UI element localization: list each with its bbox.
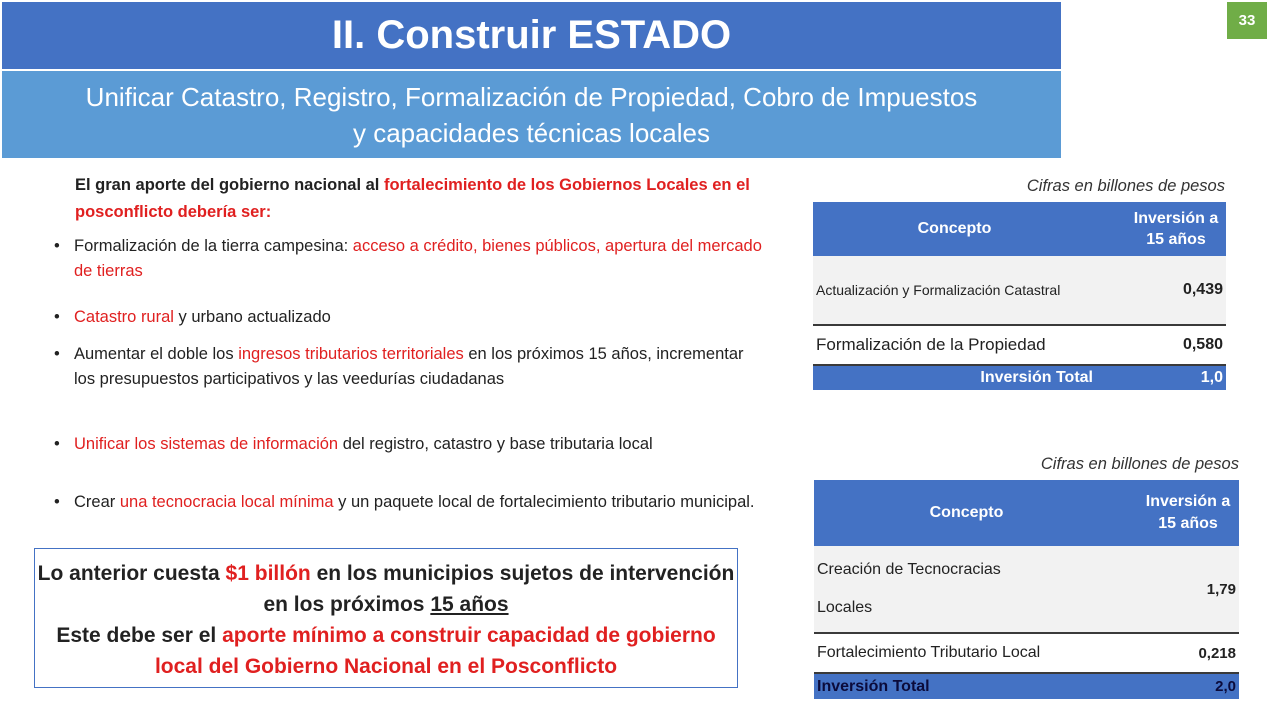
bullet-text: Aumentar el doble los	[74, 345, 239, 363]
bullet-text: Formalización de la tierra campesina:	[74, 237, 353, 255]
bullet-dot-icon: •	[54, 308, 60, 326]
table-cell-value: 0,439	[1182, 281, 1223, 298]
bullet-text: en los próximos 15 años, incrementar los presupuestos participativos y las veedurías ciudadanas	[74, 345, 744, 388]
table-cell-concept: Actualización y Formalización Catastral	[816, 282, 1061, 298]
table-row	[814, 633, 1239, 673]
page-number-badge: 33	[1227, 2, 1267, 39]
summary-cost-highlight: $1 billón	[225, 562, 311, 585]
table-row-total	[814, 673, 1239, 699]
table-cell-value: 1,0	[1200, 369, 1223, 386]
bullet-item	[48, 430, 768, 458]
table-row	[813, 256, 1226, 325]
bullet-dot-icon: •	[54, 237, 60, 255]
bullet-text: del registro, catastro y base tributaria local	[338, 435, 653, 453]
bullet-dot-icon: •	[54, 493, 60, 511]
summary-text: en los municipios sujetos de intervención en los próximos	[263, 562, 735, 616]
bullet-highlight: acceso a crédito, bienes públicos, apertura del mercado de tierras	[74, 237, 762, 280]
bullet-text: y urbano actualizado	[173, 308, 331, 326]
bullet-highlight: una tecnocracia local mínima	[119, 493, 334, 511]
table2-header-concepto: Concepto	[929, 504, 1004, 521]
bullet-dot-icon: •	[54, 345, 60, 363]
summary-line-2	[35, 620, 737, 682]
table1-caption: Cifras en billones de pesos	[1026, 177, 1225, 195]
bullet-text: y un paquete local de fortalecimiento tributario municipal.	[333, 493, 755, 511]
table1-header-inversion: Inversión a 15 años	[1133, 210, 1219, 248]
table-cell-concept: Creación de Tecnocracias Locales	[817, 561, 1001, 616]
bullet-item	[48, 342, 768, 392]
table-row	[813, 325, 1226, 365]
bullet-highlight: ingresos tributarios territoriales	[238, 345, 464, 363]
bullet-text: Crear	[74, 493, 120, 511]
intro-text-highlight: fortalecimiento de los Gobiernos Locales en el posconflicto debería ser:	[75, 176, 750, 221]
table-cell-value: 0,580	[1182, 336, 1223, 353]
table-row-total	[813, 365, 1226, 390]
bullet-highlight: Unificar los sistemas de información	[74, 435, 339, 453]
table2	[814, 480, 1239, 699]
table-cell-value: 0,218	[1198, 644, 1236, 662]
bullet-dot-icon: •	[54, 435, 60, 453]
summary-contribution-highlight: aporte mínimo a construir capacidad de gobierno local del Gobierno Nacional en el Posconflicto	[154, 624, 716, 678]
table2-header-inversion: Inversión a 15 años	[1145, 493, 1231, 532]
bullet-highlight: Catastro rural	[74, 308, 174, 326]
slide-title: II. Construir ESTADO	[2, 2, 1061, 69]
table-cell-concept: Fortalecimiento Tributario Local	[817, 644, 1041, 661]
table-cell-value: 1,79	[1206, 580, 1236, 598]
table-cell-concept: Inversión Total	[817, 677, 930, 695]
subtitle-line-1: Unificar Catastro, Registro, Formalización de Propiedad, Cobro de Impuestos	[85, 81, 978, 112]
table2-caption: Cifras en billones de pesos	[1040, 455, 1239, 473]
table-cell-concept: Inversión Total	[980, 369, 1093, 386]
summary-text: Lo anterior cuesta	[37, 562, 226, 585]
table1-header-concepto: Concepto	[917, 220, 992, 237]
slide-subtitle	[2, 71, 1061, 158]
summary-years-underline: 15 años	[430, 593, 509, 616]
summary-box	[34, 548, 738, 688]
table-row	[814, 546, 1239, 633]
summary-line-1	[35, 558, 737, 620]
bullet-item	[48, 490, 768, 515]
intro-text-part1: El gran aporte del gobierno nacional al	[75, 176, 384, 194]
table1	[813, 202, 1226, 390]
table-cell-concept: Formalización de la Propiedad	[816, 335, 1046, 354]
summary-text: Este debe ser el	[56, 624, 223, 647]
bullet-item	[48, 305, 768, 330]
intro-text	[75, 172, 765, 226]
table-cell-value: 2,0	[1215, 678, 1236, 695]
subtitle-line-2: y capacidades técnicas locales	[353, 117, 710, 148]
bullet-item	[48, 234, 768, 284]
